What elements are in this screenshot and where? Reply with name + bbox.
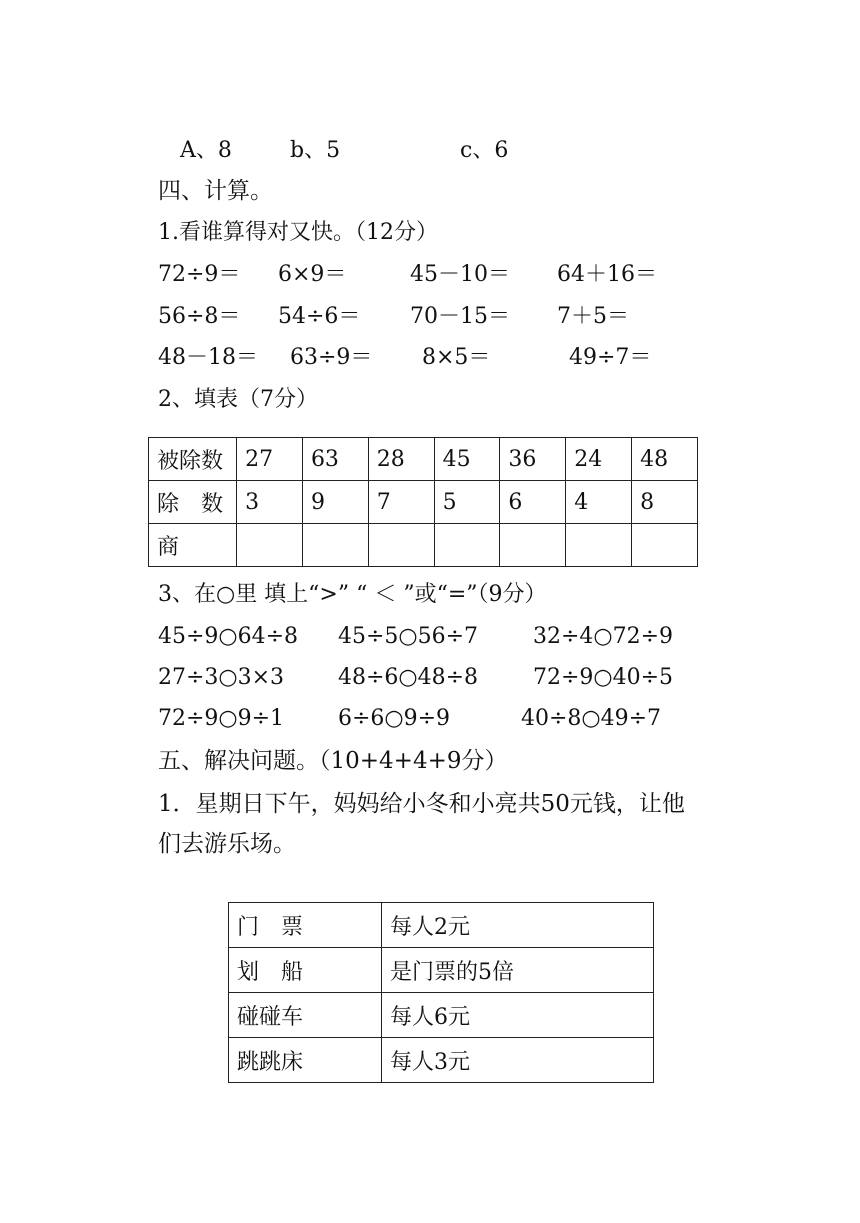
compare-item: 72÷9○9÷1 xyxy=(158,706,285,731)
table-row xyxy=(149,524,698,567)
price-table xyxy=(228,902,654,1083)
question-two-title: 2、填表（7分） xyxy=(158,387,318,412)
calc-item: 63÷9＝ xyxy=(290,345,373,370)
compare-item: 40÷8○49÷7 xyxy=(521,706,662,731)
problem-one-line-1: 1．星期日下午，妈妈给小冬和小亮共50元钱，让他 xyxy=(158,791,685,817)
compare-item: 32÷4○72÷9 xyxy=(533,624,674,649)
calc-item: 56÷8＝ xyxy=(158,304,241,329)
price-item-value: 每人3元 xyxy=(382,1038,654,1083)
compare-item: 6÷6○9÷9 xyxy=(338,706,451,731)
table-cell: 36 xyxy=(500,438,566,481)
table-cell: 24 xyxy=(566,438,632,481)
compare-item: 45÷5○56÷7 xyxy=(338,624,479,649)
compare-item: 48÷6○48÷8 xyxy=(338,665,479,690)
division-table xyxy=(148,437,698,567)
table-row xyxy=(229,948,654,993)
answer-cell[interactable] xyxy=(368,524,434,567)
table-cell: 9 xyxy=(302,481,368,524)
table-row xyxy=(149,481,698,524)
table-cell: 3 xyxy=(237,481,303,524)
calc-item: 64＋16＝ xyxy=(557,262,657,287)
table-cell: 45 xyxy=(434,438,500,481)
table-row xyxy=(229,993,654,1038)
calc-item: 54÷6＝ xyxy=(278,304,361,329)
table-header-cell: 除 数 xyxy=(149,481,237,524)
question-one-title: 1.看谁算得对又快。（12分） xyxy=(158,220,438,245)
problem-one-line-2: 们去游乐场。 xyxy=(158,831,296,857)
price-item-name: 碰碰车 xyxy=(229,993,382,1038)
price-item-value: 每人2元 xyxy=(382,903,654,948)
compare-item: 72÷9○40÷5 xyxy=(533,665,674,690)
table-header-cell: 被除数 xyxy=(149,438,237,481)
calc-item: 7＋5＝ xyxy=(557,304,629,329)
option-c: c、6 xyxy=(460,138,509,163)
price-item-name: 跳跳床 xyxy=(229,1038,382,1083)
calc-item: 48－18＝ xyxy=(158,345,258,370)
table-cell: 8 xyxy=(632,481,698,524)
answer-cell[interactable] xyxy=(500,524,566,567)
table-cell: 27 xyxy=(237,438,303,481)
table-cell: 4 xyxy=(566,481,632,524)
table-cell: 6 xyxy=(500,481,566,524)
calc-item: 72÷9＝ xyxy=(158,262,241,287)
table-cell: 63 xyxy=(302,438,368,481)
price-item-name: 划 船 xyxy=(229,948,382,993)
answer-cell[interactable] xyxy=(302,524,368,567)
option-b: b、5 xyxy=(290,138,341,163)
section-four-title: 四、计算。 xyxy=(158,178,273,204)
option-a: A、8 xyxy=(180,138,232,163)
calc-item: 6×9＝ xyxy=(278,262,347,287)
table-row xyxy=(149,438,698,481)
table-cell: 7 xyxy=(368,481,434,524)
calc-item: 8×5＝ xyxy=(422,345,491,370)
price-item-value: 每人6元 xyxy=(382,993,654,1038)
table-cell: 5 xyxy=(434,481,500,524)
compare-item: 45÷9○64÷8 xyxy=(158,624,299,649)
table-header-cell: 商 xyxy=(149,524,237,567)
table-cell: 48 xyxy=(632,438,698,481)
answer-cell[interactable] xyxy=(566,524,632,567)
table-cell: 28 xyxy=(368,438,434,481)
answer-cell[interactable] xyxy=(237,524,303,567)
table-row xyxy=(229,1038,654,1083)
price-item-value: 是门票的5倍 xyxy=(382,948,654,993)
section-five-title: 五、解决问题。（10+4+4+9分） xyxy=(158,748,508,774)
calc-item: 45－10＝ xyxy=(410,262,510,287)
question-three-title: 3、在○里 填上“>” “ ＜ ”或“=”（9分） xyxy=(158,582,547,607)
price-item-name: 门 票 xyxy=(229,903,382,948)
answer-cell[interactable] xyxy=(434,524,500,567)
answer-cell[interactable] xyxy=(632,524,698,567)
table-row xyxy=(229,903,654,948)
calc-item: 49÷7＝ xyxy=(569,345,652,370)
calc-item: 70－15＝ xyxy=(410,304,510,329)
compare-item: 27÷3○3×3 xyxy=(158,665,285,690)
